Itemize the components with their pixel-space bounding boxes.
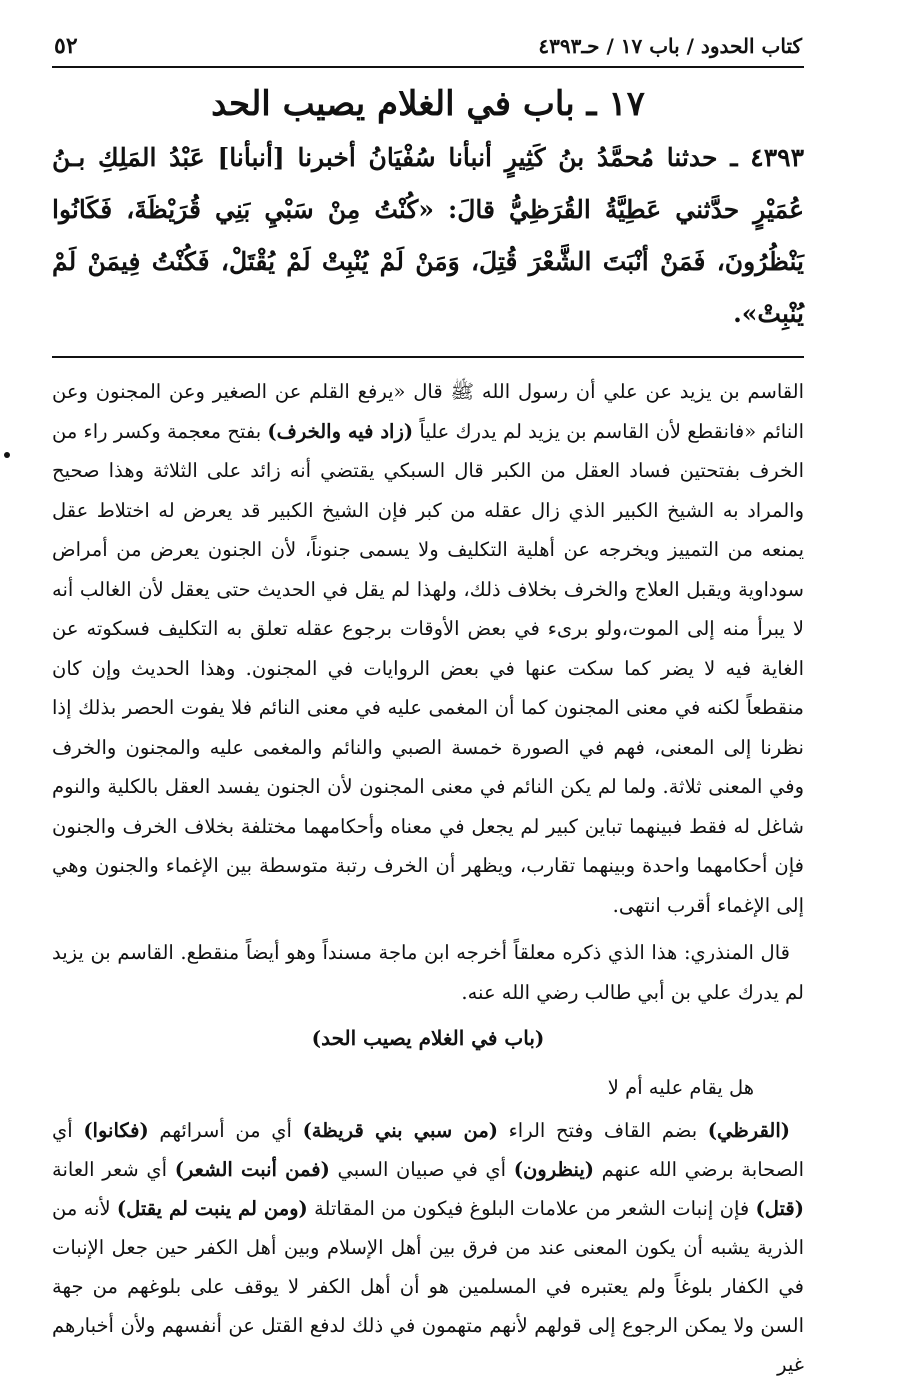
running-title: كتاب الحدود / باب ١٧ / حـ٤٣٩٣ [538,34,802,58]
explanation-text: أي شعر العانة [52,1158,175,1181]
explanation-term: (فكانوا) [83,1119,149,1142]
explanation-paragraph [52,1111,804,1384]
commentary [52,372,804,1012]
commentary-paragraph [52,372,804,925]
running-header [52,26,804,68]
explanation [52,1068,804,1384]
explanation-term: (من سبي بني قريظة) [302,1119,498,1142]
explanation-term: (ومن لم ينبت لم يقتل) [116,1197,308,1220]
book-page [52,26,804,1376]
explanation-question: هل يقام عليه أم لا [607,1076,754,1099]
explanation-term: (قتل) [755,1197,804,1220]
explanation-text: بضم القاف وفتح الراء [498,1119,708,1142]
explanation-term: (فمن أنبت الشعر) [174,1158,330,1181]
explanation-text: أي في صبيان السبي [329,1158,514,1181]
sub-heading: (باب في الغلام يصيب الحد) [311,1026,545,1050]
chapter-title: ١٧ ـ باب في الغلام يصيب الحد [211,84,645,124]
explanation-term: (القرظي) [707,1119,791,1142]
explanation-text: أي من أسرائهم [148,1119,303,1142]
commentary-term: (زاد فيه والخرف) [267,419,414,443]
commentary-text: بفتح معجمة وكسر راء من الخرف بفتحتين فساد العقل من الكبر قال السبكي يقتضي أنه زائد على الثلاثة وهذا صحيح والمراد به الشيخ الكبير الذي زال عقله من كبر فإن الشيخ الكبير قد يعرض له اختلاط عقل يمنعه من التمييز ويخرجه عن أهلية التكليف ولا يسمى جنوناً، لأن الجنون يعرض من أمراض سوداوية ويقبل العلاج والخرف بخلاف ذلك، ولهذا لم يقل في الحديث حتى يعقل لأن الغالب أنه لا يبرأ منه إلى الموت،ولو برىء في بعض الأوقات برجوع عقله تعلق به التكليف فسكوته عن الغاية فيه لا يضر كما سكت عنها في بعض الروايات في المجنون. وهذا الحديث وإن كان منقطعاً لكنه في معنى المجنون كما أن المغمى عليه في معنى النائم فلا يفوت الحصر بذلك إذا نظرنا إلى المعنى، فهم في الصورة خمسة الصبي والنائم والمغمى عليه والمجنون والخرف وفي المعنى ثلاثة. ولما لم يكن النائم في معنى المجنون لأن الجنون يفسد العقل بالكلية والنوم شاغل له فقط فبينهما تباين كبير لم يجعل في معناه وأحكامهما مختلفة بخلاف الخرف والجنون فإن أحكامهما واحدة وبينهما تقارب، ويظهر أن الخرف رتبة متوسطة بين الإغماء والجنون وهي إلى الإغماء أقرب انتهى. [52,419,804,917]
explanation-text: فإن إنبات الشعر من علامات البلوغ فيكون من المقاتلة [307,1197,756,1220]
commentary-text: القاسم بن يزيد عن علي أن رسول الله ﷺ قال «يرفع القلم عن الصغير وعن المجنون وعن النائم «فانقطع لأن القاسم بن يزيد لم يدرك علياً [52,380,804,443]
explanation-text: أي الصحابة برضي الله عنهم [52,1119,804,1181]
margin-speck [4,452,10,458]
page-number: ٥٢ [54,33,78,59]
mundhiri-note: قال المنذري: هذا الذي ذكره معلقاً أخرجه ابن ماجة مسنداً وهو أيضاً منقطع. القاسم بن يزيد لم يدرك علي بن أبي طالب رضي الله عنه. [52,941,804,1004]
explanation-term: (ينظرون) [513,1158,595,1181]
hadith-text: ٤٣٩٣ ـ حدثنا مُحمَّدُ بنُ كَثِيرٍ أنبأنا سُفْيَانُ أخبرنا [أنبأنا] عَبْدُ المَلِكِ بـنُ عُمَيْرٍ حدَّثني عَطِيَّةُ القُرَظِيُّ قالَ: «كُنْتُ مِنْ سَبْيِ بَنِي قُرَيْظَةَ، فَكَانُوا يَنْظُرُونَ، فَمَنْ أنْبَتَ الشَّعْرَ قُتِلَ، وَمَنْ لَمْ يُنْبِتْ لَمْ يُقْتَلْ، فَكُنْتُ فِيمَنْ لَمْ يُنْبِتْ». [52,143,804,328]
explanation-text: لأنه من الذرية يشبه أن يكون المعنى عند من فرق بين أهل الإسلام وبين أهل الكفر حين جعل الإنبات في الكفار بلوغاً ولم يعتبره في المسلمين هو أن أهل الكفر لا يوقف على بلوغهم من جهة السن ولا يمكن الرجوع إلى قولهم لأنهم متهمون في ذلك لدفع القتل عن أنفسهم ولأن أخبارهم غير [52,1197,804,1376]
section-divider [52,356,804,358]
